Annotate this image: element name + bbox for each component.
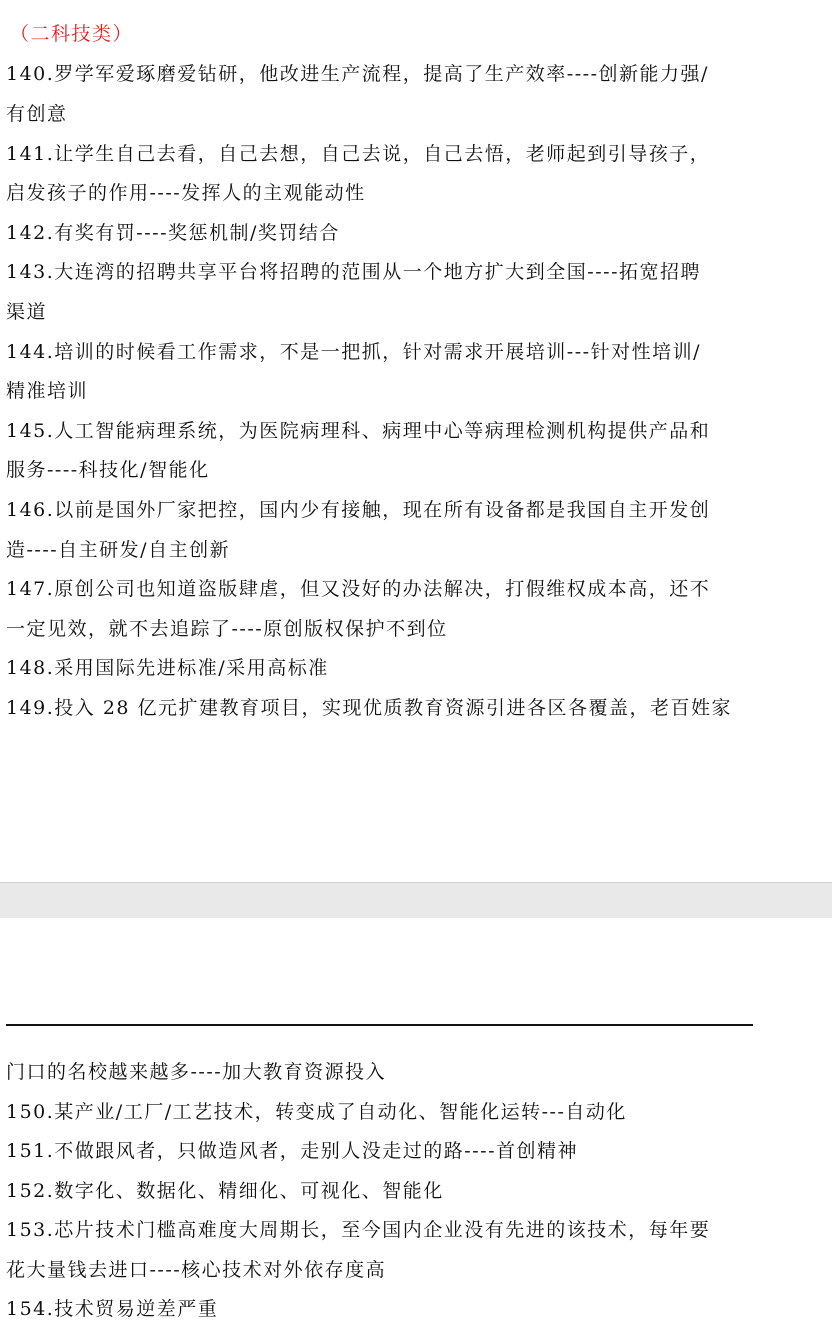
text-line: 门口的名校越来越多----加大教育资源投入	[6, 1061, 387, 1083]
text-line: 152.数字化、数据化、精细化、可视化、智能化	[6, 1180, 444, 1202]
text-line: 造----自主研发/自主创新	[6, 539, 231, 561]
text-line: 有创意	[6, 103, 68, 125]
document-page-2	[0, 918, 832, 1338]
text-line: 146.以前是国外厂家把控，国内少有接触，现在所有设备都是我国自主开发创	[6, 499, 711, 521]
text-line: 147.原创公司也知道盗版肆虐，但又没好的办法解决，打假维权成本高，还不	[6, 578, 711, 600]
text-line: 141.让学生自己去看，自己去想，自己去说，自己去悟，老师起到引导孩子，	[6, 143, 711, 165]
text-line: 启发孩子的作用----发挥人的主观能动性	[6, 182, 366, 204]
text-line: 143.大连湾的招聘共享平台将招聘的范围从一个地方扩大到全国----拓宽招聘	[6, 261, 701, 283]
text-line: 一定见效，就不去追踪了----原创版权保护不到位	[6, 618, 448, 640]
text-line: 149.投入 28 亿元扩建教育项目，实现优质教育资源引进各区各覆盖，老百姓家	[6, 697, 733, 719]
section-heading: （二科技类）	[10, 23, 134, 45]
page-separator	[0, 882, 832, 920]
text-line: 服务----科技化/智能化	[6, 459, 210, 481]
text-line: 145.人工智能病理系统，为医院病理科、病理中心等病理检测机构提供产品和	[6, 420, 711, 442]
text-line: 140.罗学军爱琢磨爱钻研，他改进生产流程，提高了生产效率----创新能力强/	[6, 63, 709, 85]
horizontal-rule	[6, 1024, 753, 1026]
text-line: 精准培训	[6, 380, 89, 402]
text-line: 148.采用国际先进标准/采用高标准	[6, 657, 329, 679]
text-line: 150.某产业/工厂/工艺技术，转变成了自动化、智能化运转---自动化	[6, 1101, 627, 1123]
text-line: 151.不做跟风者，只做造风者，走别人没走过的路----首创精神	[6, 1140, 578, 1162]
text-line: 154.技术贸易逆差严重	[6, 1298, 219, 1320]
text-line: 渠道	[6, 301, 48, 323]
text-line: 144.培训的时候看工作需求，不是一把抓，针对需求开展培训---针对性培训/	[6, 341, 701, 363]
text-line: 花大量钱去进口----核心技术对外依存度高	[6, 1259, 387, 1281]
text-line: 142.有奖有罚----奖惩机制/奖罚结合	[6, 222, 340, 244]
text-line: 153.芯片技术门槛高难度大周期长，至今国内企业没有先进的该技术，每年要	[6, 1219, 711, 1241]
